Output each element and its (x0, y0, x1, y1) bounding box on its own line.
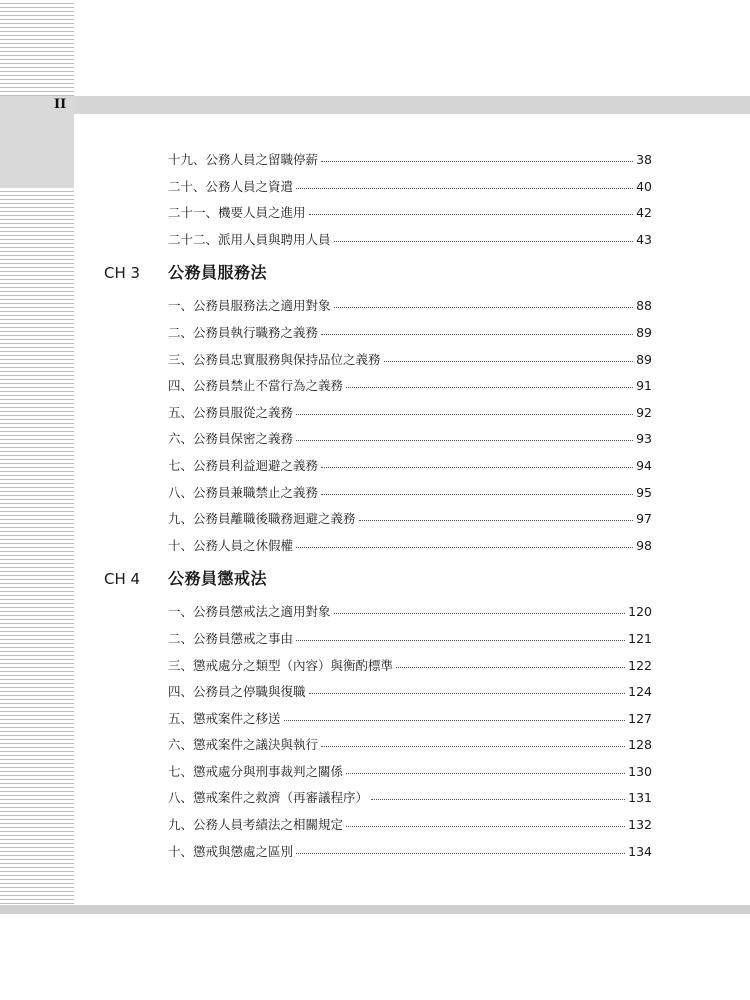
toc-entry[interactable] (168, 376, 652, 403)
toc-entry[interactable] (168, 629, 652, 656)
dot-leader (346, 772, 625, 774)
toc-entry-page: 128 (628, 737, 652, 753)
toc-entry[interactable] (168, 403, 652, 430)
toc-entry-title: 五、懲戒案件之移送 (168, 710, 281, 726)
toc-entry-page: 88 (636, 298, 652, 314)
toc-entry[interactable] (168, 177, 652, 204)
toc-entry-page: 132 (628, 817, 652, 833)
toc-entry-page: 127 (628, 710, 652, 726)
toc-entry[interactable] (168, 788, 652, 815)
toc-entry-page: 98 (636, 537, 652, 553)
toc-entry-page: 38 (636, 152, 652, 167)
toc-entry-title: 十、懲戒與懲處之區別 (168, 843, 294, 859)
toc-entry[interactable] (168, 429, 652, 456)
toc-entry-page: 134 (628, 843, 652, 859)
dot-leader (321, 466, 633, 468)
toc-entry-title: 九、公務人員考績法之相關規定 (168, 817, 344, 833)
toc-entry-page: 40 (636, 178, 652, 194)
dot-leader (296, 639, 625, 641)
toc-entry-page: 92 (636, 404, 652, 420)
toc-entry[interactable] (168, 456, 652, 483)
dot-leader (296, 413, 633, 415)
chapter-heading[interactable] (104, 256, 652, 296)
toc-entry-title: 六、懲戒案件之議決與執行 (168, 737, 319, 753)
page-number: II (54, 97, 67, 112)
toc-entry-page: 43 (636, 231, 652, 247)
toc-entry-page: 130 (628, 763, 652, 779)
toc-entry-page: 122 (628, 657, 652, 673)
toc-entry-title: 七、懲戒處分與刑事裁判之關係 (168, 763, 344, 779)
dot-leader (309, 213, 634, 215)
toc-entry-title: 十、公務人員之休假權 (168, 537, 294, 553)
toc-entry-title: 九、公務員離職後職務迴避之義務 (168, 511, 356, 527)
toc-entry-page: 97 (636, 511, 652, 527)
toc-entry[interactable] (168, 483, 652, 510)
toc-entry-title: 七、公務員利益迴避之義務 (168, 457, 319, 473)
toc-entry-page: 89 (636, 324, 652, 340)
toc-entry[interactable] (168, 323, 652, 350)
toc-entry-title: 六、公務員保密之義務 (168, 431, 294, 447)
dot-leader (296, 546, 633, 548)
dot-leader (321, 493, 633, 495)
table-of-contents (104, 150, 652, 868)
dot-leader (346, 386, 633, 388)
toc-entry-title: 三、懲戒處分之類型（內容）與衡酌標準 (168, 657, 394, 673)
toc-entry-page: 42 (636, 205, 652, 221)
toc-entry-title: 四、公務員禁止不當行為之義務 (168, 378, 344, 394)
toc-entry-page: 121 (628, 630, 652, 646)
dot-leader (334, 612, 626, 614)
dot-leader (284, 719, 626, 721)
toc-entry-page: 89 (636, 351, 652, 367)
dot-leader (296, 187, 633, 189)
footer-band (0, 905, 750, 914)
dot-leader (321, 333, 633, 335)
dot-leader (296, 852, 625, 854)
toc-entry[interactable] (168, 656, 652, 683)
toc-entry-title: 八、懲戒案件之救濟（再審議程序） (168, 790, 369, 806)
toc-entry-title: 一、公務員懲戒法之適用對象 (168, 604, 331, 620)
toc-entry-title: 二、公務員懲戒之事由 (168, 630, 294, 646)
toc-entry-page: 93 (636, 431, 652, 447)
toc-entry-title: 四、公務員之停職與復職 (168, 684, 306, 700)
toc-entry[interactable] (168, 709, 652, 736)
toc-entry-title: 二十、公務人員之資遣 (168, 178, 294, 194)
toc-entry-page: 94 (636, 457, 652, 473)
toc-entry[interactable] (168, 296, 652, 323)
dot-leader (396, 666, 625, 668)
dot-leader (371, 798, 625, 800)
toc-entry[interactable] (168, 350, 652, 377)
toc-entry-page: 124 (628, 684, 652, 700)
dot-leader (334, 306, 634, 308)
toc-entry-title: 八、公務員兼職禁止之義務 (168, 484, 319, 500)
toc-entry[interactable] (168, 682, 652, 709)
toc-entry-title: 二、公務員執行職務之義務 (168, 324, 319, 340)
dot-leader (321, 745, 625, 747)
toc-entry-page: 120 (628, 604, 652, 620)
chapter-number: CH 4 (104, 570, 141, 589)
chapter-heading[interactable] (104, 562, 652, 602)
chapter-title: 公務員懲戒法 (168, 569, 268, 589)
dot-leader (359, 519, 634, 521)
toc-entry-page: 95 (636, 484, 652, 500)
toc-entry[interactable] (168, 509, 652, 536)
toc-entry-title: 十九、公務人員之留職停薪 (168, 152, 319, 167)
toc-entry[interactable] (168, 150, 652, 177)
dot-leader (346, 825, 625, 827)
header-band (0, 96, 750, 114)
toc-entry-page: 131 (628, 790, 652, 806)
toc-entry-title: 二十二、派用人員與聘用人員 (168, 231, 331, 247)
toc-entry[interactable] (168, 762, 652, 789)
toc-entry-title: 二十一、機要人員之進用 (168, 205, 306, 221)
toc-entry-title: 五、公務員服從之義務 (168, 404, 294, 420)
dot-leader (334, 240, 634, 242)
toc-entry-title: 一、公務員服務法之適用對象 (168, 298, 331, 314)
toc-entry[interactable] (168, 203, 652, 230)
dot-leader (384, 360, 634, 362)
chapter-number: CH 3 (104, 264, 141, 283)
toc-entry[interactable] (168, 536, 652, 563)
toc-entry[interactable] (168, 815, 652, 842)
dot-leader (296, 439, 633, 441)
toc-entry[interactable] (168, 230, 652, 257)
toc-entry[interactable] (168, 602, 652, 629)
dot-leader (321, 160, 633, 162)
dot-leader (309, 692, 626, 694)
chapter-title: 公務員服務法 (168, 263, 268, 283)
toc-entry-page: 91 (636, 378, 652, 394)
toc-entry[interactable] (168, 842, 652, 869)
toc-entry-title: 三、公務員忠實服務與保持品位之義務 (168, 351, 381, 367)
toc-entry[interactable] (168, 735, 652, 762)
